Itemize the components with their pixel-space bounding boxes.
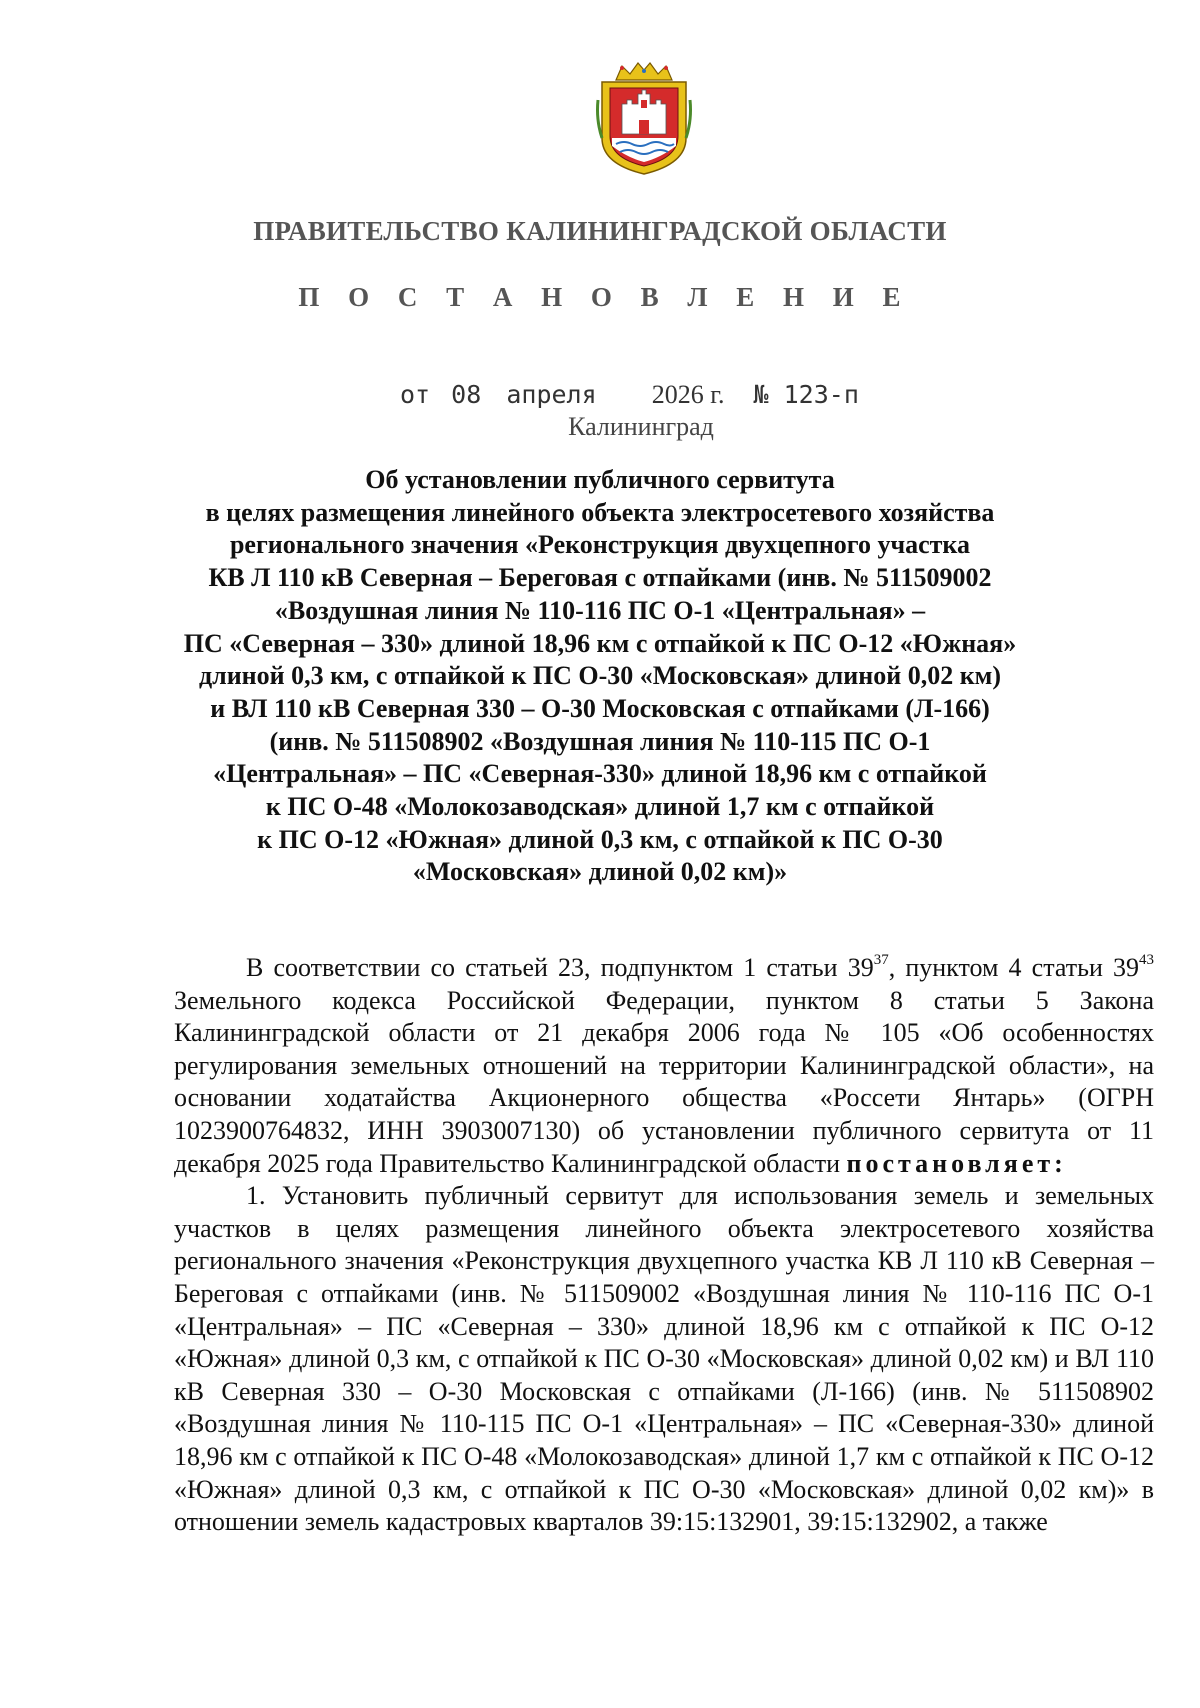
title-line: «Центральная» – ПС «Северная-330» длиной 18,96 км с отпайкой bbox=[213, 759, 987, 789]
title-line: к ПС О-48 «Молокозаводская» длиной 1,7 км с отпайкой bbox=[265, 792, 935, 822]
date-prefix: от bbox=[400, 380, 431, 409]
title-line: к ПС О-12 «Южная» длиной 0,3 км, с отпайкой к ПС О-30 bbox=[257, 824, 943, 854]
document-number: № 123-п bbox=[753, 380, 859, 409]
decides-word: постановляет: bbox=[846, 1148, 1067, 1178]
title-line: «Воздушная линия № 110-116 ПС О-1 «Центральная» – bbox=[274, 595, 926, 625]
preamble-text: , пунктом 4 статьи 39 bbox=[888, 953, 1139, 982]
document-body bbox=[174, 952, 1154, 1539]
title-line: и ВЛ 110 кВ Северная 330 – О-30 Московская с отпайками (Л-166) bbox=[210, 693, 990, 723]
title-line: регионального значения «Реконструкция двухцепного участка bbox=[229, 530, 971, 560]
preamble-text: Земельного кодекса Российской Федерации, пунктом 8 статьи 5 Закона Калининградской области от 21 декабря 2006 года № 105 «Об особенностях регулирования земельных отношений на территории Калининградской области», на основании ходатайства Акционерного общества «Россети Янтарь» (ОГРН 1023900764832, ИНН 3903007130) об установлении публичного сервитута от 11 декабря 2025 года Правительство Калининградской области bbox=[174, 985, 1154, 1178]
dateline bbox=[400, 380, 859, 410]
document-title bbox=[150, 464, 1050, 889]
preamble-text: В соответствии со статьей 23, подпунктом 1 статьи 39 bbox=[246, 953, 874, 982]
title-line: длиной 0,3 км, с отпайкой к ПС О-30 «Московская» длиной 0,02 км) bbox=[198, 661, 1002, 691]
superscript: 37 bbox=[873, 952, 889, 969]
date-day: 08 bbox=[451, 380, 482, 409]
title-line: ПС «Северная – 330» длиной 18,96 км с отпайкой к ПС О-12 «Южная» bbox=[183, 628, 1017, 658]
date-year: 2026 г. bbox=[651, 380, 725, 409]
title-line: (инв. № 511508902 «Воздушная линия № 110-115 ПС О-1 bbox=[269, 726, 931, 756]
date-month: апреля bbox=[506, 380, 597, 409]
government-name: ПРАВИТЕЛЬСТВО КАЛИНИНГРАДСКОЙ ОБЛАСТИ bbox=[253, 216, 947, 246]
title-line: КВ Л 110 кВ Северная – Береговая с отпайками (инв. № 511509002 bbox=[208, 563, 992, 593]
preamble-paragraph bbox=[174, 952, 1154, 1180]
coat-of-arms-icon bbox=[594, 60, 694, 176]
item-1-paragraph: 1. Установить публичный сервитут для использования земель и земельных участков в целях размещения линейного объекта электросетевого хозяйства регионального значения «Реконструкция двухцепного участка КВ Л 110 кВ Северная – Береговая с отпайками (инв. № 511509002 «Воздушная линия № 110-116 ПС О-1 «Центральная» – ПС «Северная – 330» длиной 18,96 км с отпайкой к ПС О-12 «Южная» длиной 0,3 км, с отпайкой к ПС О-30 «Московская» длиной 0,02 км) и ВЛ 110 кВ Северная 330 – О-30 Московская с отпайками (Л-166) (инв. № 511508902 «Воздушная линия № 110-115 ПС О-1 «Центральная» – ПС «Северная-330» длиной 18,96 км с отпайкой к ПС О-48 «Молокозаводская» длиной 1,7 км с отпайкой к ПС О-12 «Южная» длиной 0,3 км, с отпайкой к ПС О-30 «Московская» длиной 0,02 км)» в отношении земель кадастровых кварталов 39:15:132901, 39:15:132902, а также bbox=[174, 1181, 1154, 1537]
title-line: в целях размещения линейного объекта электросетевого хозяйства bbox=[205, 497, 995, 527]
title-line: «Московская» длиной 0,02 км)» bbox=[412, 857, 788, 887]
city: Калининград bbox=[568, 412, 714, 441]
document-type: П О С Т А Н О В Л Е Н И Е bbox=[298, 282, 912, 312]
title-line: Об установлении публичного сервитута bbox=[365, 465, 835, 494]
superscript: 43 bbox=[1139, 952, 1154, 969]
